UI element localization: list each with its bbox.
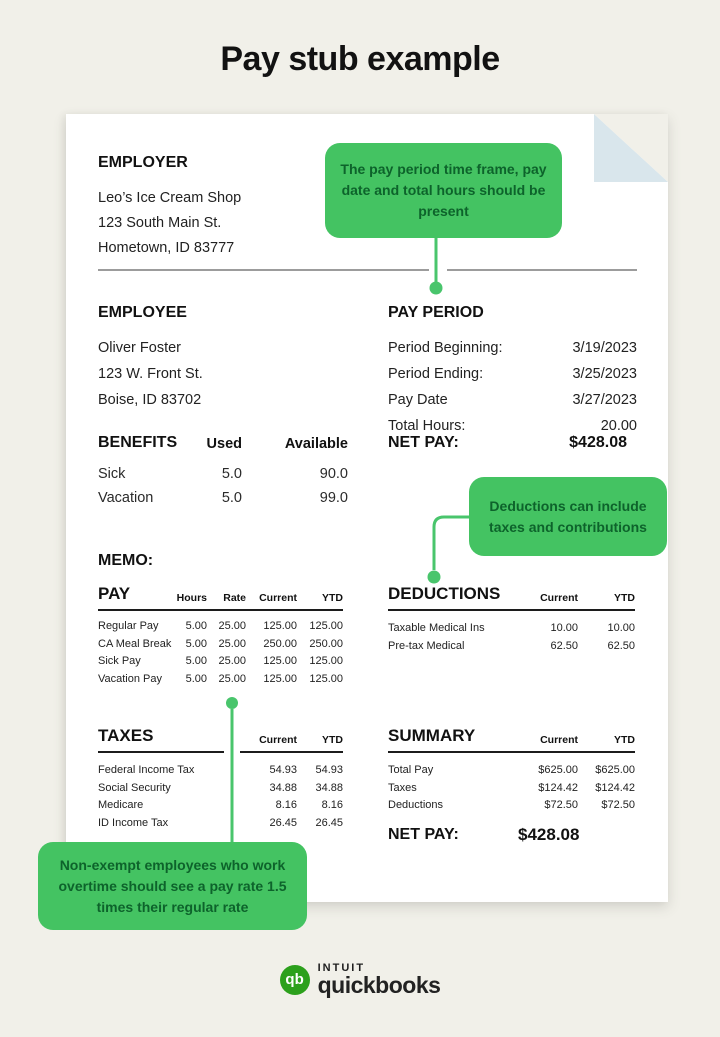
deduction-row: Pre-tax Medical 62.50 62.50 — [388, 639, 635, 652]
employer-section — [98, 154, 241, 261]
brand-intuit: INTUIT — [317, 962, 366, 974]
callout-overtime: Non-exempt employees who work overtime should see a pay rate 1.5 times their regular rate — [38, 842, 307, 930]
benefit-label: Vacation — [98, 490, 154, 506]
summary-table — [388, 726, 635, 845]
pay-period-value: 3/27/2023 — [572, 392, 637, 408]
callout-deductions: Deductions can include taxes and contributions — [469, 477, 667, 556]
benefit-label: Sick — [98, 466, 126, 482]
pay-period-value: 3/25/2023 — [572, 366, 637, 382]
pay-col-ytd: YTD — [322, 592, 343, 604]
benefits-heading: BENEFITS — [98, 434, 178, 451]
taxes-table-rule-right — [240, 751, 343, 753]
footer-brand — [0, 963, 720, 996]
pay-row: Vacation Pay 5.00 25.00 125.00 125.00 — [98, 672, 343, 685]
employee-section — [98, 304, 203, 413]
summary-col-current: Current — [540, 734, 578, 746]
deductions-col-current: Current — [540, 592, 578, 604]
tax-row: Social Security 34.88 34.88 — [98, 781, 343, 794]
tax-row: Medicare 8.16 8.16 — [98, 799, 343, 811]
pay-period-section — [388, 304, 637, 439]
section-divider-left — [98, 269, 429, 271]
quickbooks-logo-icon: qb — [280, 965, 310, 995]
benefit-available: 99.0 — [319, 490, 348, 506]
benefit-used: 5.0 — [221, 490, 242, 506]
benefits-col-used: Used — [206, 436, 242, 452]
pay-period-row — [388, 335, 637, 361]
pay-table-heading: PAY — [98, 584, 131, 603]
section-divider-right — [447, 269, 637, 271]
benefits-col-available: Available — [284, 436, 348, 452]
net-pay-summary-value: $428.08 — [518, 824, 580, 844]
pay-period-value: 3/19/2023 — [572, 340, 637, 356]
taxes-col-ytd: YTD — [322, 734, 343, 746]
tax-row: ID Income Tax 26.45 26.45 — [98, 816, 343, 829]
page-title: Pay stub example — [220, 40, 500, 78]
brand-quickbooks: quickbooks — [317, 972, 441, 998]
pay-col-current: Current — [259, 592, 297, 604]
deductions-table — [388, 584, 635, 655]
employee-name: Oliver Foster — [98, 340, 181, 356]
taxes-heading: TAXES — [98, 726, 154, 745]
pay-period-heading: PAY PERIOD — [388, 304, 484, 321]
pay-row: Sick Pay 5.00 25.00 125.00 125.00 — [98, 655, 343, 667]
pay-period-label: Pay Date — [388, 392, 448, 408]
employer-address2: Hometown, ID 83777 — [98, 240, 235, 256]
pay-period-label: Period Ending: — [388, 366, 484, 382]
net-pay-top-value: $428.08 — [569, 434, 627, 451]
pay-row: Regular Pay 5.00 25.00 125.00 125.00 — [98, 620, 343, 632]
taxes-table — [98, 726, 343, 832]
tax-row: Federal Income Tax 54.93 54.93 — [98, 764, 343, 776]
deductions-col-ytd: YTD — [614, 592, 635, 604]
employee-address1: 123 W. Front St. — [98, 366, 203, 382]
taxes-col-current: Current — [259, 734, 297, 746]
deduction-row: Taxable Medical Ins 10.00 10.00 — [388, 622, 635, 634]
employer-heading: EMPLOYER — [98, 154, 188, 171]
pay-col-rate: Rate — [223, 592, 246, 604]
employee-heading: EMPLOYEE — [98, 304, 187, 321]
employee-address2: Boise, ID 83702 — [98, 392, 202, 408]
net-pay-top — [388, 434, 637, 452]
pay-col-hours: Hours — [176, 592, 207, 604]
net-pay-summary-label: NET PAY: — [388, 825, 459, 843]
benefit-used: 5.0 — [221, 466, 242, 482]
benefits-row — [98, 486, 348, 510]
pay-period-value: 20.00 — [600, 418, 637, 434]
taxes-table-rule-left — [98, 751, 224, 753]
net-pay-top-label: NET PAY: — [388, 434, 459, 451]
employer-address1: 123 South Main St. — [98, 215, 222, 231]
memo-heading: MEMO: — [98, 552, 154, 569]
deductions-heading: DEDUCTIONS — [388, 584, 501, 603]
summary-row: Deductions $72.50 $72.50 — [388, 799, 635, 811]
pay-period-label: Period Beginning: — [388, 340, 503, 356]
callout-pay-period: The pay period time frame, pay date and total hours should be present — [325, 143, 562, 238]
benefits-section — [98, 434, 348, 510]
summary-row: Taxes $124.42 $124.42 — [388, 781, 635, 794]
pay-period-row — [388, 361, 637, 387]
pay-period-label: Total Hours: — [388, 418, 466, 434]
summary-heading: SUMMARY — [388, 726, 476, 745]
benefits-row — [98, 462, 348, 486]
employer-name: Leo’s Ice Cream Shop — [98, 190, 242, 206]
benefit-available: 90.0 — [319, 466, 348, 482]
summary-row: Total Pay $625.00 $625.00 — [388, 764, 635, 776]
pay-table — [98, 584, 343, 688]
pay-period-row — [388, 387, 637, 413]
net-pay-summary — [388, 825, 635, 845]
pay-row: CA Meal Break 5.00 25.00 250.00 250.00 — [98, 637, 343, 650]
summary-col-ytd: YTD — [614, 734, 635, 746]
